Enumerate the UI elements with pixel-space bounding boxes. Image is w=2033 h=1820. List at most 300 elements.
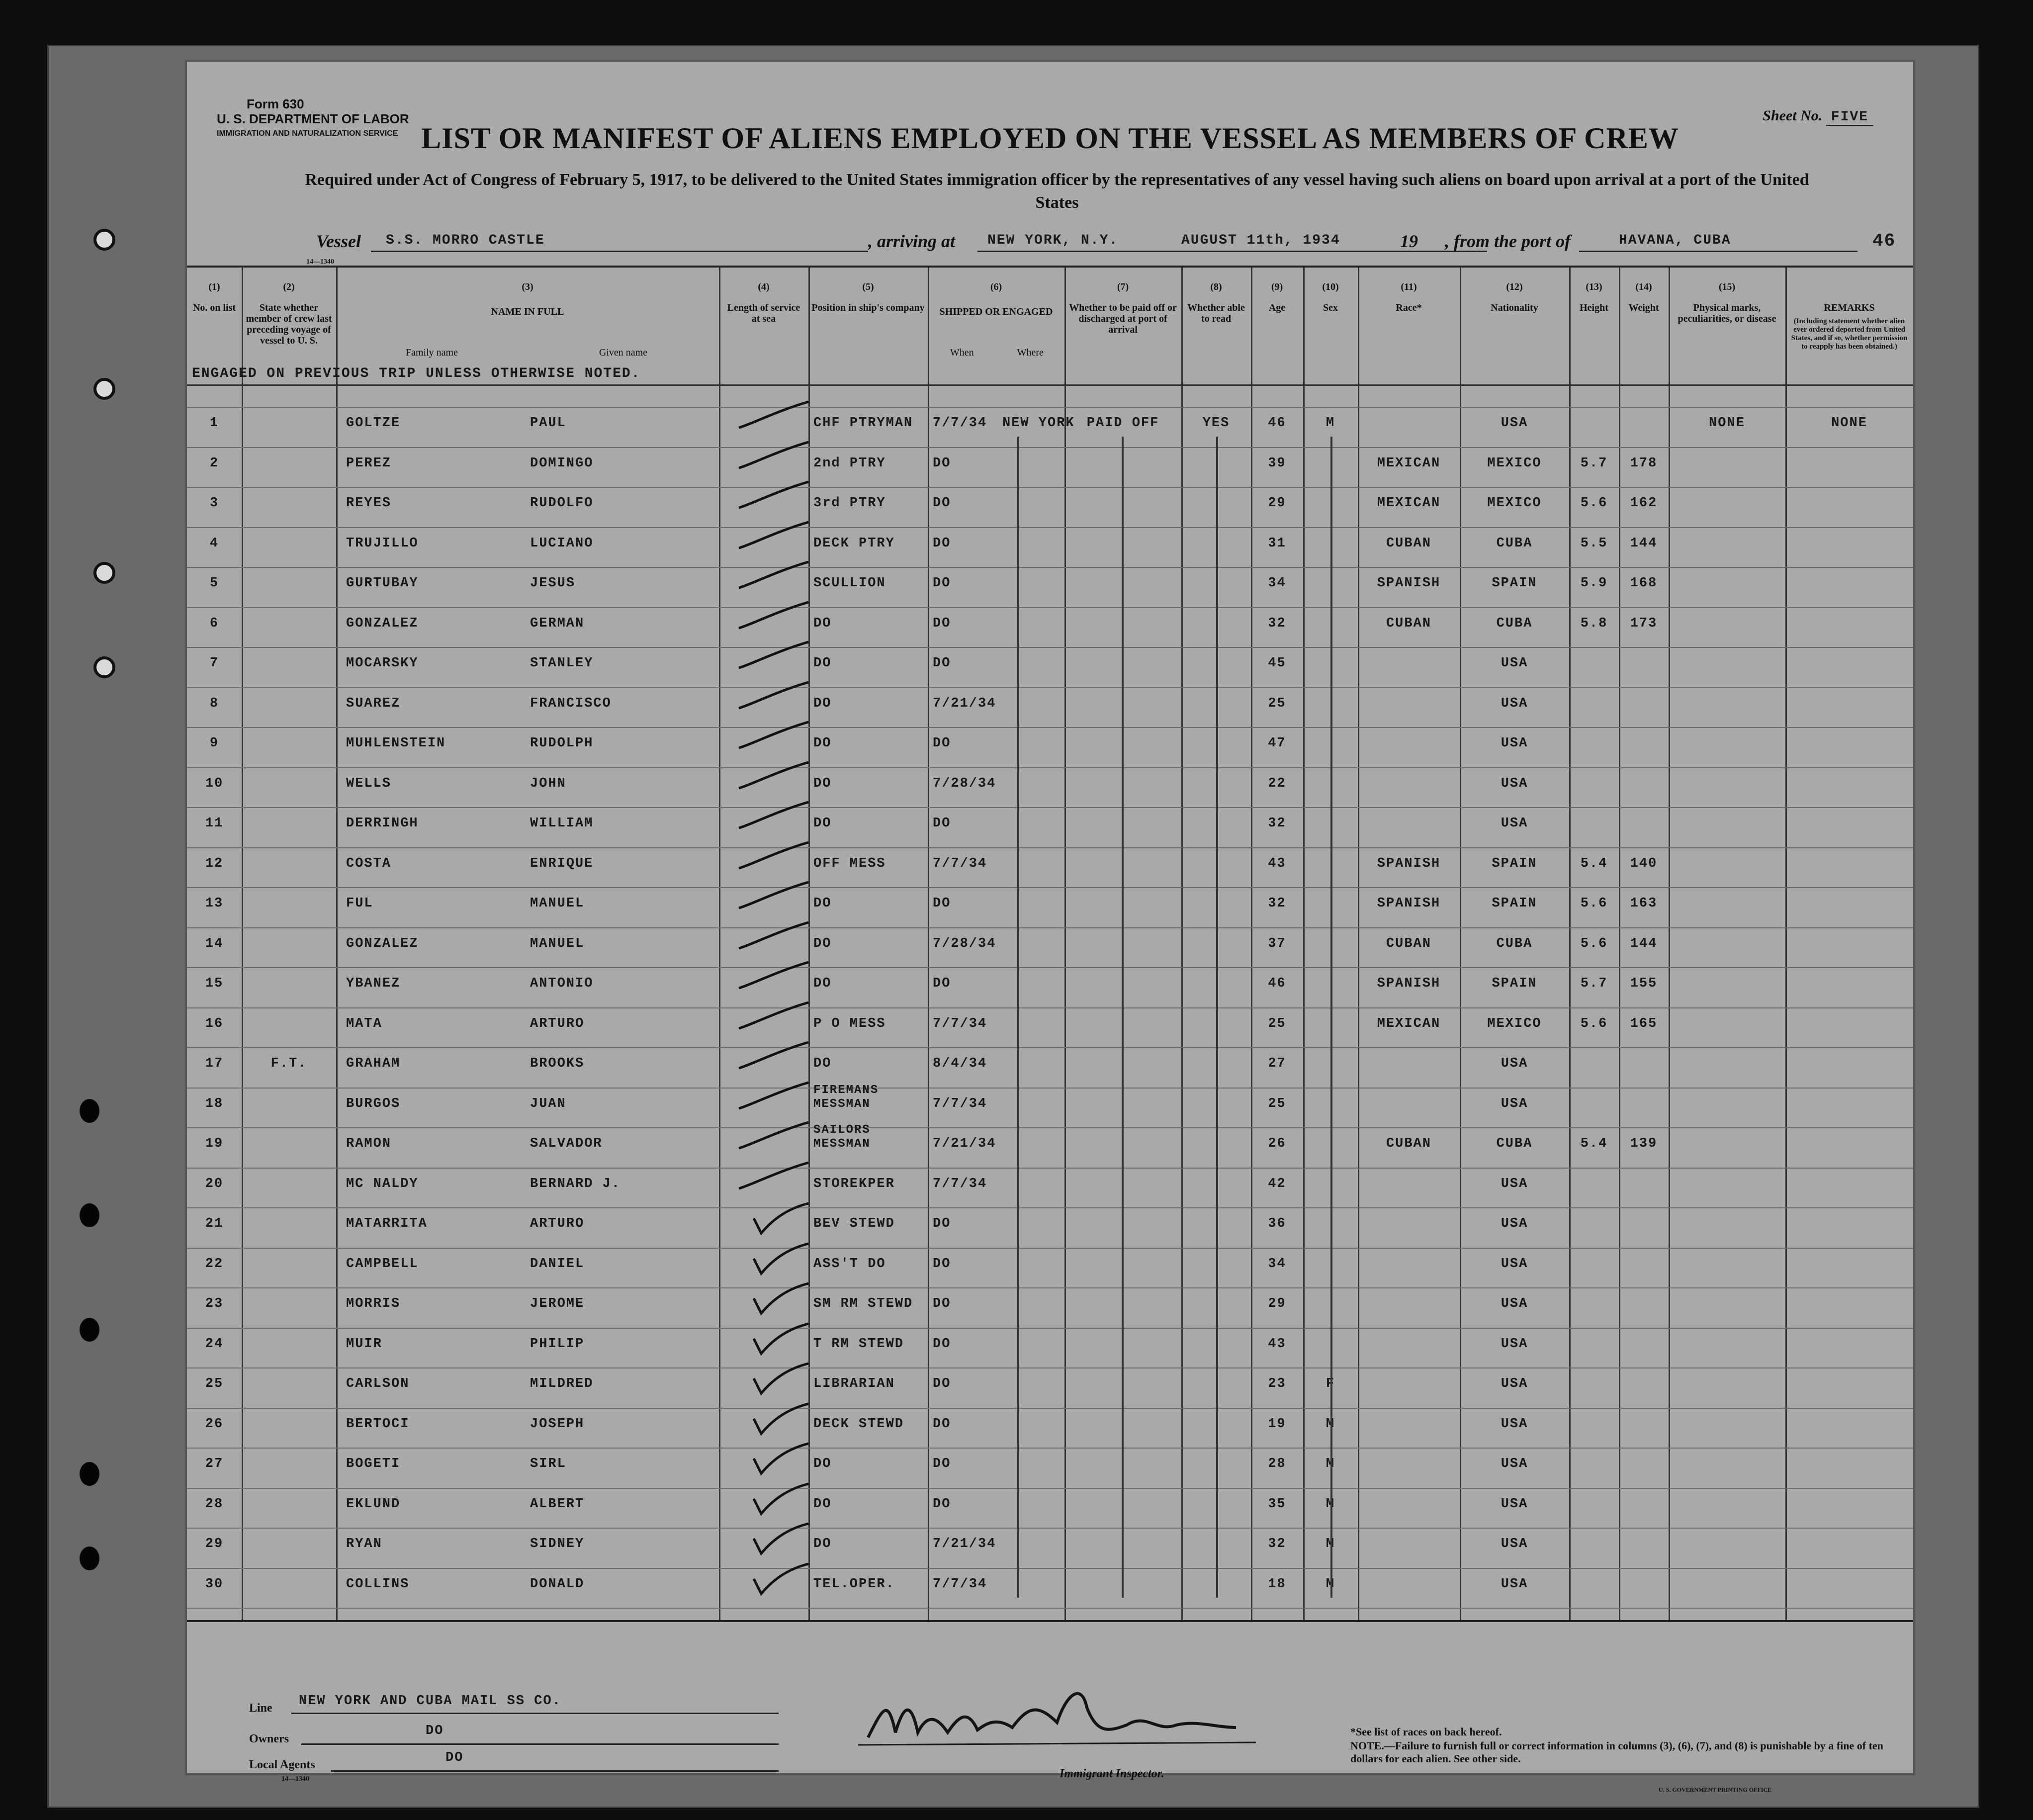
service-name: IMMIGRATION AND NATURALIZATION SERVICE bbox=[217, 129, 398, 138]
cell-position: DO bbox=[813, 1056, 832, 1071]
cell-position: 3rd PTRY bbox=[813, 496, 886, 511]
cell-race: MEXICAN bbox=[1377, 496, 1441, 511]
cell-given: SIRL bbox=[530, 1456, 566, 1471]
column-number: (9) bbox=[1271, 281, 1283, 292]
cell-when: 7/21/34 bbox=[933, 1136, 996, 1151]
cell-no: 18 bbox=[205, 1096, 224, 1111]
cell-age: 42 bbox=[1268, 1176, 1286, 1191]
check-mark-icon bbox=[724, 398, 813, 438]
binder-hole bbox=[93, 229, 115, 251]
cell-no: 12 bbox=[205, 856, 224, 871]
cell-given: MANUEL bbox=[530, 936, 585, 951]
cell-family: BURGOS bbox=[346, 1096, 401, 1111]
cell-where: NEW YORK bbox=[1002, 416, 1075, 431]
cell-no: 23 bbox=[205, 1296, 224, 1311]
cell-age: 32 bbox=[1268, 616, 1286, 631]
cell-position: ASS'T DO bbox=[813, 1256, 886, 1272]
column-number: (12) bbox=[1506, 281, 1523, 292]
cell-family: BOGETI bbox=[346, 1456, 401, 1471]
cell-given: DOMINGO bbox=[530, 455, 594, 471]
footer-stock-number: 14—1340 bbox=[281, 1775, 309, 1783]
cell-race: SPANISH bbox=[1377, 896, 1441, 911]
signature-drawing bbox=[848, 1678, 1296, 1762]
column-number: (1) bbox=[208, 281, 220, 292]
cell-age: 32 bbox=[1268, 896, 1286, 911]
owners-label: Owners bbox=[249, 1732, 289, 1745]
column-label: Height bbox=[1580, 302, 1608, 313]
row-rule bbox=[187, 687, 1913, 688]
cell-family: SUAREZ bbox=[346, 696, 401, 711]
cell-position: DO bbox=[813, 1496, 832, 1512]
cell-given: JUAN bbox=[530, 1096, 566, 1111]
check-mark-icon bbox=[724, 1038, 813, 1078]
cell-family: RAMON bbox=[346, 1136, 392, 1151]
check-mark-icon bbox=[724, 1118, 813, 1158]
cell-no: 27 bbox=[205, 1456, 224, 1471]
cell-nationality: USA bbox=[1501, 1336, 1528, 1352]
cell-when: 7/21/34 bbox=[933, 696, 996, 711]
column-number: (6) bbox=[990, 281, 1002, 292]
cell-no: 17 bbox=[205, 1056, 224, 1071]
cell-family: PEREZ bbox=[346, 455, 392, 471]
check-mark-icon bbox=[724, 1359, 813, 1398]
row-rule bbox=[187, 1367, 1913, 1368]
column-number: (5) bbox=[862, 281, 874, 292]
check-mark-icon bbox=[724, 878, 813, 918]
cell-height: 5.6 bbox=[1580, 1016, 1608, 1031]
row-rule bbox=[187, 1448, 1913, 1449]
cell-family: RYAN bbox=[346, 1537, 382, 1551]
ditto-line bbox=[1017, 437, 1019, 1598]
cell-weight: 144 bbox=[1630, 936, 1658, 951]
cell-when: DO bbox=[933, 536, 951, 551]
row-rule bbox=[187, 807, 1913, 808]
cell-family: MC NALDY bbox=[346, 1176, 419, 1191]
check-mark-icon bbox=[724, 1079, 813, 1118]
column-label: Weight bbox=[1628, 302, 1659, 313]
column-label: Whether able to read bbox=[1187, 302, 1245, 324]
cell-when: 7/28/34 bbox=[933, 776, 996, 791]
check-mark-icon bbox=[724, 758, 813, 798]
row-rule bbox=[187, 1287, 1913, 1288]
cell-no: 5 bbox=[209, 576, 219, 591]
cell-age: 45 bbox=[1268, 656, 1286, 671]
manifest-footer bbox=[187, 1628, 1913, 1793]
cell-no: 21 bbox=[205, 1216, 224, 1231]
binder-dot bbox=[80, 1547, 99, 1570]
cell-no: 6 bbox=[209, 616, 219, 631]
cell-position: CHF PTRYMAN bbox=[813, 416, 913, 431]
cell-age: 27 bbox=[1268, 1056, 1286, 1071]
cell-position: DO bbox=[813, 696, 832, 711]
row-rule bbox=[187, 1328, 1913, 1329]
cell-race: SPANISH bbox=[1377, 976, 1441, 991]
agents-label: Local Agents bbox=[249, 1758, 315, 1771]
row-rule bbox=[187, 647, 1913, 648]
cell-no: 16 bbox=[205, 1016, 224, 1031]
check-mark-icon bbox=[724, 678, 813, 718]
sheet-value: FIVE bbox=[1826, 109, 1873, 126]
cell-nationality: USA bbox=[1501, 1216, 1528, 1231]
cell-race: MEXICAN bbox=[1377, 1016, 1441, 1031]
cell-weight: 139 bbox=[1630, 1136, 1658, 1151]
cell-race: CUBAN bbox=[1386, 1136, 1431, 1151]
cell-nationality: USA bbox=[1501, 1456, 1528, 1471]
column-divider bbox=[336, 268, 338, 1620]
cell-given: STANLEY bbox=[530, 656, 594, 671]
agents-value: DO bbox=[445, 1750, 464, 1765]
line-label: Line bbox=[249, 1702, 272, 1715]
cell-when: 7/7/34 bbox=[933, 1096, 987, 1111]
cell-family: GURTUBAY bbox=[346, 576, 419, 591]
cell-given: RUDOLPH bbox=[530, 736, 594, 751]
cell-family: MORRIS bbox=[346, 1296, 401, 1311]
cell-nationality: USA bbox=[1501, 656, 1528, 671]
cell-when: DO bbox=[933, 576, 951, 591]
binder-hole bbox=[93, 378, 115, 400]
cell-nationality: USA bbox=[1501, 776, 1528, 791]
cell-height: 5.9 bbox=[1580, 576, 1608, 591]
row-rule bbox=[187, 447, 1913, 448]
cell-family: MATA bbox=[346, 1016, 382, 1031]
cell-age: 35 bbox=[1268, 1496, 1286, 1512]
cell-when: DO bbox=[933, 1296, 951, 1311]
column-label: No. on list bbox=[192, 302, 236, 313]
cell-given: PHILIP bbox=[530, 1336, 585, 1352]
cell-given: LUCIANO bbox=[530, 536, 594, 551]
cell-given: MILDRED bbox=[530, 1376, 594, 1391]
cell-family: GONZALEZ bbox=[346, 616, 419, 631]
cell-no: 11 bbox=[205, 816, 224, 831]
cell-position: DO bbox=[813, 776, 832, 791]
cell-position: DO bbox=[813, 1456, 832, 1471]
cell-given: GERMAN bbox=[530, 616, 585, 631]
column-label: Whether to be paid off or discharged at port of arrival bbox=[1069, 302, 1177, 335]
binder-hole bbox=[93, 656, 115, 678]
cell-age: 18 bbox=[1268, 1576, 1286, 1592]
cell-nationality: USA bbox=[1501, 1496, 1528, 1512]
cell-when: DO bbox=[933, 496, 951, 511]
cell-weight: 165 bbox=[1630, 1016, 1658, 1031]
cell-nationality: CUBA bbox=[1496, 936, 1533, 951]
cell-weight: 178 bbox=[1630, 455, 1658, 471]
cell-position: SAILORS MESSMAN bbox=[813, 1123, 871, 1151]
cell-age: 46 bbox=[1268, 416, 1286, 431]
row-rule bbox=[187, 727, 1913, 728]
cell-family: MUHLENSTEIN bbox=[346, 736, 446, 751]
cell-family: MUIR bbox=[346, 1336, 382, 1352]
cell-no: 14 bbox=[205, 936, 224, 951]
cell-sex: M bbox=[1326, 1496, 1335, 1512]
check-mark-icon bbox=[724, 478, 813, 518]
inspector-signature bbox=[848, 1678, 1296, 1762]
check-mark-icon bbox=[724, 1198, 813, 1238]
cell-family: CAMPBELL bbox=[346, 1256, 419, 1272]
cell-no: 20 bbox=[205, 1176, 224, 1191]
cell-no: 19 bbox=[205, 1136, 224, 1151]
cell-given: DONALD bbox=[530, 1576, 585, 1592]
cell-position: DECK PTRY bbox=[813, 536, 895, 551]
cell-prev: F.T. bbox=[270, 1056, 307, 1071]
cell-given: MANUEL bbox=[530, 896, 585, 911]
cell-when: DO bbox=[933, 1456, 951, 1471]
row-rule bbox=[187, 887, 1913, 888]
cell-position: OFF MESS bbox=[813, 856, 886, 871]
cell-nationality: USA bbox=[1501, 1176, 1528, 1191]
ditto-line bbox=[1216, 437, 1218, 1598]
column-subnote: (Including statement whether alien ever ordered deported from United States, and if so, whether permission to reapply has been obtained.) bbox=[1791, 317, 1908, 351]
cell-when: DO bbox=[933, 976, 951, 991]
column-number: (4) bbox=[758, 281, 770, 292]
vessel-label: Vessel bbox=[316, 231, 361, 251]
cell-paid: PAID OFF bbox=[1086, 416, 1159, 431]
cell-sex: M bbox=[1326, 1537, 1335, 1551]
row-rule bbox=[187, 567, 1913, 568]
inspector-label: Immigrant Inspector. bbox=[1060, 1767, 1164, 1780]
column-label: Nationality bbox=[1491, 302, 1538, 313]
cell-position: DO bbox=[813, 656, 832, 671]
cell-position: STOREKPER bbox=[813, 1176, 895, 1191]
cell-no: 8 bbox=[209, 696, 219, 711]
column-number: (7) bbox=[1117, 281, 1129, 292]
check-mark-icon bbox=[724, 1439, 813, 1478]
row-rule bbox=[187, 1528, 1913, 1529]
cell-when: DO bbox=[933, 455, 951, 471]
cell-height: 5.8 bbox=[1580, 616, 1608, 631]
column-divider bbox=[1669, 268, 1670, 1620]
cell-position: SCULLION bbox=[813, 576, 886, 591]
check-mark-icon bbox=[724, 1559, 813, 1599]
column-divider bbox=[1785, 268, 1787, 1620]
cell-age: 31 bbox=[1268, 536, 1286, 551]
cell-weight: 155 bbox=[1630, 976, 1658, 991]
column-label: REMARKS bbox=[1824, 302, 1875, 313]
row-rule bbox=[187, 1488, 1913, 1489]
cell-nationality: USA bbox=[1501, 1256, 1528, 1272]
column-sublabel: Family name bbox=[406, 347, 458, 358]
cell-weight: 162 bbox=[1630, 496, 1658, 511]
cell-no: 22 bbox=[205, 1256, 224, 1272]
cell-given: ARTURO bbox=[530, 1216, 585, 1231]
cell-given: ENRIQUE bbox=[530, 856, 594, 871]
cell-height: 5.6 bbox=[1580, 496, 1608, 511]
cell-no: 2 bbox=[209, 455, 219, 471]
column-divider bbox=[1181, 268, 1183, 1620]
arriving-port: NEW YORK, N.Y. bbox=[987, 233, 1119, 248]
cell-family: GOLTZE bbox=[346, 416, 401, 431]
cell-given: WILLIAM bbox=[530, 816, 594, 831]
cell-race: SPANISH bbox=[1377, 576, 1441, 591]
cell-nationality: CUBA bbox=[1496, 616, 1533, 631]
column-divider bbox=[242, 268, 243, 1620]
cell-no: 15 bbox=[205, 976, 224, 991]
cell-nationality: USA bbox=[1501, 1056, 1528, 1071]
cell-nationality: SPAIN bbox=[1492, 576, 1537, 591]
cell-nationality: MEXICO bbox=[1487, 1016, 1542, 1031]
column-label: NAME IN FULL bbox=[491, 306, 564, 317]
cell-race: CUBAN bbox=[1386, 536, 1431, 551]
row-rule bbox=[187, 1408, 1913, 1409]
row-rule bbox=[187, 527, 1913, 528]
column-label: Physical marks, peculiarities, or disease bbox=[1678, 302, 1776, 324]
cell-position: TEL.OPER. bbox=[813, 1576, 895, 1592]
cell-age: 34 bbox=[1268, 576, 1286, 591]
cell-race: CUBAN bbox=[1386, 616, 1431, 631]
column-number: (8) bbox=[1210, 281, 1222, 292]
cell-position: DO bbox=[813, 936, 832, 951]
cell-family: CARLSON bbox=[346, 1376, 410, 1391]
cell-age: 47 bbox=[1268, 736, 1286, 751]
cell-no: 29 bbox=[205, 1537, 224, 1551]
row-rule bbox=[187, 407, 1913, 408]
check-mark-icon bbox=[724, 438, 813, 478]
voyage-line bbox=[316, 231, 1896, 261]
year-label: 19 bbox=[1400, 231, 1418, 251]
cell-age: 37 bbox=[1268, 936, 1286, 951]
cell-position: DO bbox=[813, 736, 832, 751]
column-number: (3) bbox=[522, 281, 533, 292]
cell-given: JESUS bbox=[530, 576, 576, 591]
cell-when: 8/4/34 bbox=[933, 1056, 987, 1071]
row-rule bbox=[187, 927, 1913, 928]
cell-nationality: MEXICO bbox=[1487, 496, 1542, 511]
row-rule bbox=[187, 1047, 1913, 1048]
crew-table bbox=[187, 266, 1913, 1622]
cell-age: 25 bbox=[1268, 1016, 1286, 1031]
cell-weight: 140 bbox=[1630, 856, 1658, 871]
cell-position: BEV STEWD bbox=[813, 1216, 895, 1231]
cell-given: ALBERT bbox=[530, 1496, 585, 1512]
cell-position: DO bbox=[813, 816, 832, 831]
cell-when: DO bbox=[933, 736, 951, 751]
cell-given: BERNARD J. bbox=[530, 1176, 621, 1191]
department-name: U. S. DEPARTMENT OF LABOR bbox=[217, 111, 409, 126]
row-rule bbox=[187, 1007, 1913, 1008]
cell-no: 9 bbox=[209, 736, 219, 751]
cell-position: DECK STEWD bbox=[813, 1416, 904, 1432]
cell-when: 7/28/34 bbox=[933, 936, 996, 951]
cell-position: T RM STEWD bbox=[813, 1336, 904, 1352]
cell-height: 5.6 bbox=[1580, 896, 1608, 911]
column-number: (10) bbox=[1322, 281, 1339, 292]
check-mark-icon bbox=[724, 1239, 813, 1278]
cell-weight: 144 bbox=[1630, 536, 1658, 551]
cell-height: 5.4 bbox=[1580, 1136, 1608, 1151]
page-title: LIST OR MANIFEST OF ALIENS EMPLOYED ON THE VESSEL AS MEMBERS OF CREW bbox=[421, 122, 1679, 155]
cell-position: SM RM STEWD bbox=[813, 1296, 913, 1311]
cell-when: 7/7/34 bbox=[933, 1576, 987, 1592]
cell-age: 28 bbox=[1268, 1456, 1286, 1471]
page-subtitle: Required under Act of Congress of February 5, 1917, to be delivered to the United States immigration officer by the representatives of any vessel having such aliens on board upon arrival at a port of the United States bbox=[305, 171, 1809, 212]
cell-given: JOSEPH bbox=[530, 1416, 585, 1432]
from-port: HAVANA, CUBA bbox=[1619, 233, 1731, 248]
cell-when: 7/7/34 bbox=[933, 1176, 987, 1191]
cell-height: 5.6 bbox=[1580, 936, 1608, 951]
column-number: (11) bbox=[1401, 281, 1417, 292]
cell-read: YES bbox=[1202, 416, 1230, 431]
column-number: (2) bbox=[283, 281, 295, 292]
cell-remarks: NONE bbox=[1831, 416, 1867, 431]
row-rule bbox=[187, 1568, 1913, 1569]
cell-nationality: USA bbox=[1501, 1376, 1528, 1391]
owners-value: DO bbox=[426, 1724, 444, 1738]
cell-no: 26 bbox=[205, 1416, 224, 1432]
cell-when: DO bbox=[933, 816, 951, 831]
row-rule bbox=[187, 1168, 1913, 1169]
cell-sex: F bbox=[1326, 1376, 1335, 1391]
cell-no: 1 bbox=[209, 416, 219, 431]
cell-when: DO bbox=[933, 1256, 951, 1272]
cell-nationality: USA bbox=[1501, 1416, 1528, 1432]
cell-height: 5.7 bbox=[1580, 976, 1608, 991]
row-rule bbox=[187, 607, 1913, 608]
cell-family: MATARRITA bbox=[346, 1216, 428, 1231]
cell-when: DO bbox=[933, 616, 951, 631]
column-sublabel: Where bbox=[1017, 347, 1044, 358]
cell-no: 25 bbox=[205, 1376, 224, 1391]
cell-when: DO bbox=[933, 1416, 951, 1432]
cell-position: LIBRARIAN bbox=[813, 1376, 895, 1391]
cell-when: 7/7/34 bbox=[933, 1016, 987, 1031]
cell-race: CUBAN bbox=[1386, 936, 1431, 951]
cell-no: 7 bbox=[209, 656, 219, 671]
cell-family: FUL bbox=[346, 896, 373, 911]
check-mark-icon bbox=[724, 1479, 813, 1519]
row-rule bbox=[187, 847, 1913, 848]
cell-given: FRANCISCO bbox=[530, 696, 612, 711]
cell-when: DO bbox=[933, 1376, 951, 1391]
cell-position: P O MESS bbox=[813, 1016, 886, 1031]
column-label: Age bbox=[1268, 302, 1286, 313]
row-rule bbox=[187, 1608, 1913, 1609]
cell-height: 5.5 bbox=[1580, 536, 1608, 551]
cell-height: 5.7 bbox=[1580, 455, 1608, 471]
cell-when: DO bbox=[933, 1216, 951, 1231]
row-rule bbox=[187, 767, 1913, 768]
cell-height: 5.4 bbox=[1580, 856, 1608, 871]
check-mark-icon bbox=[724, 518, 813, 558]
cell-family: YBANEZ bbox=[346, 976, 401, 991]
cell-race: MEXICAN bbox=[1377, 455, 1441, 471]
cell-weight: 163 bbox=[1630, 896, 1658, 911]
cell-family: EKLUND bbox=[346, 1496, 401, 1512]
binder-dot bbox=[80, 1462, 99, 1486]
cell-nationality: USA bbox=[1501, 1576, 1528, 1592]
check-mark-icon bbox=[724, 918, 813, 958]
cell-age: 25 bbox=[1268, 696, 1286, 711]
column-label: Sex bbox=[1323, 302, 1338, 313]
cell-given: ARTURO bbox=[530, 1016, 585, 1031]
printer-note: U. S. GOVERNMENT PRINTING OFFICE bbox=[1659, 1786, 1772, 1793]
ditto-line bbox=[1122, 437, 1124, 1598]
cell-age: 43 bbox=[1268, 1336, 1286, 1352]
cell-age: 32 bbox=[1268, 816, 1286, 831]
cell-age: 36 bbox=[1268, 1216, 1286, 1231]
cell-position: DO bbox=[813, 616, 832, 631]
cell-age: 29 bbox=[1268, 496, 1286, 511]
cell-no: 4 bbox=[209, 536, 219, 551]
cell-age: 23 bbox=[1268, 1376, 1286, 1391]
column-number: (15) bbox=[1718, 281, 1736, 292]
cell-family: GRAHAM bbox=[346, 1056, 401, 1071]
check-mark-icon bbox=[724, 638, 813, 678]
cell-sex: M bbox=[1326, 1576, 1335, 1592]
cell-when: 7/7/34 bbox=[933, 856, 987, 871]
check-mark-icon bbox=[724, 598, 813, 638]
cell-nationality: USA bbox=[1501, 1096, 1528, 1111]
row-rule bbox=[187, 487, 1913, 488]
cell-no: 28 bbox=[205, 1496, 224, 1512]
